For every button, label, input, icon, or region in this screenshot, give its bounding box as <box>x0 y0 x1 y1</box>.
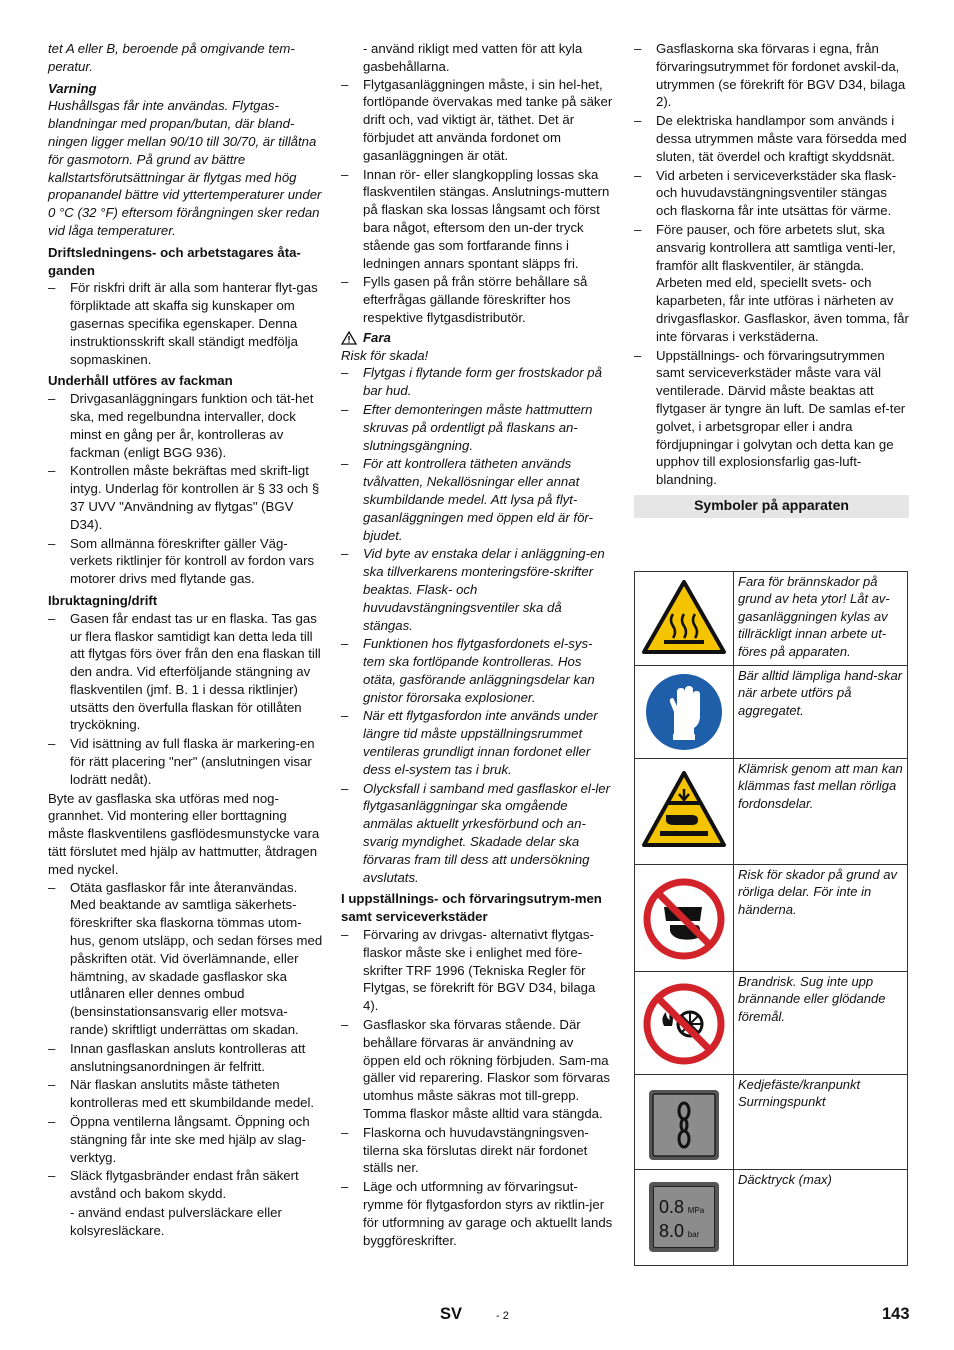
column-3 <box>634 40 909 518</box>
pressure-unit-bar: bar <box>687 1230 700 1239</box>
list-item: – För att kontrollera tätheten används tvålvatten, Nekallösningar eller annat skumbildande medel. Att lysa på flyt-gasanläggningen med öppen eld är för-bjudet. <box>341 455 613 544</box>
warning-triangle-icon <box>341 331 357 345</box>
heading-storage: I uppställnings- och förvaringsutrym-men samt serviceverkstäder <box>341 891 602 925</box>
chain-lashing-point-icon <box>648 1089 720 1161</box>
symbol-description: Kedjefäste/kranpunkt Surrningspunkt <box>734 1075 908 1170</box>
table-row <box>635 572 908 666</box>
danger-subtitle: Risk för skada! <box>341 347 429 363</box>
list-item: – Flytgas i flytande form ger frostskador på bar hud. <box>341 364 613 400</box>
column-1 <box>48 40 324 1240</box>
table-row <box>635 865 908 972</box>
water-note: - använd rikligt med vatten för att kyla gasbehållarna. <box>363 41 583 74</box>
table-row <box>635 1170 908 1266</box>
list-item: – Vid arbeten i serviceverkstäder ska flask- och huvudavstängningsventiler stängas och flaskorna får inte utsättas för värme. <box>634 167 909 220</box>
symbol-icon-cell <box>635 666 734 759</box>
danger-heading <box>341 329 613 347</box>
list-storage-continued <box>634 40 909 489</box>
symbol-description: Brandrisk. Sug inte upp brännande eller glödande föremål. <box>734 972 908 1075</box>
list-item: – Öppna ventilerna långsamt. Öppning och stängning får inte ske med hjälp av slag-verktyg. <box>48 1113 324 1166</box>
intro-text: tet A eller B, beroende på omgivande tem-peratur. <box>48 41 295 74</box>
list-item: – Gasflaskor ska förvaras stående. Där behållare förvaras är användning av öppen eld och rökning förbjuden. Sam-ma gäller vid reparering. Flaskor som förvaras utomhus måste säkras mot till-grepp. Tomma flaskor måste alltid vara stängda. <box>341 1016 613 1123</box>
footer-language: SV <box>440 1305 463 1323</box>
no-burning-objects-icon <box>642 982 726 1066</box>
section-title-symbols: Symboler på apparaten <box>634 495 909 518</box>
warning-title: Varning <box>48 80 97 96</box>
list-item: – Efter demonteringen måste hattmuttern skruvas på ordentligt på flaskans an-slutningsgängning. <box>341 401 613 454</box>
list-safety <box>341 76 613 327</box>
list-storage <box>341 926 613 1249</box>
list-item: – Fylls gasen på från större behållare så efterfrågas gällande föreskrifter hos respektive flytgasdistributör. <box>341 273 613 326</box>
pressure-value-mpa: 0.8 <box>659 1197 685 1217</box>
list-item: – Gasflaskorna ska förvaras i egna, från förvaringsutrymmet för fordonet avskil-da, utrymmen (se förekrift för BGV D34, bilaga 2). <box>634 40 909 111</box>
symbol-description: Fara för brännskador på grund av heta ytor! Låt av-gasanläggningen kylas av tillräckligt innan arbete ut-föres på apparaten. <box>734 572 908 666</box>
table-row <box>635 666 908 759</box>
list-item: – När ett flytgasfordon inte används under längre tid måste uppställningsrummet ventileras grundligt innan fordonet eller dess el-system tas i bruk. <box>341 707 613 778</box>
list-item: – Gasen får endast tas ur en flaska. Tas gas ur flera flaskor samtidigt kan detta leda till att flytgas förs över från den ena flaskan till den andra. Vid efterföljande stängning av flaskventilen (jmf. B. 1 i dessa riktlinjer) utsätts den överfulla flaskan för otillåten tryckökning. <box>48 610 324 735</box>
no-hands-moving-parts-icon <box>642 877 726 961</box>
list-item: – Läge och utformning av förvaringsut-rymme för flytgasfordon styrs av riktlin-jer för utformning av garage och aktuellt lands byggföreskrifter. <box>341 1178 613 1249</box>
list-obligations <box>48 279 324 368</box>
list-item: – Före pauser, och före arbetets slut, ska ansvarig kontrollera att samtliga venti-ler, framför allt flaskventiler, är stängda. Arbeten med eld, speciellt svets- och kaparbeten, får inte utföras i närheten av drivgasflaskor. Gasflaskor, även tomma, får inte förvaras i verkstäderna. <box>634 221 909 346</box>
wear-gloves-icon <box>644 672 724 752</box>
list-item: – Förvaring av drivgas- alternativt flytgas-flaskor måste ske i enlighet med före-skrifter TRF 1996 (Tekniska Regler för Flytgas, se förekrift för BGV D34, bilaga 4). <box>341 926 613 1015</box>
table-row <box>635 972 908 1075</box>
danger-title: Fara <box>363 329 391 345</box>
symbol-icon-cell <box>635 1075 734 1170</box>
list-operation <box>48 610 324 789</box>
paragraph-bottle-change: Byte av gasflaska ska utföras med nog-grannhet. Vid montering eller borttagning måste flaskventilens gasflödesmunstycke vara tätt förslutet med hjälp av hattmutter, åtdragen med nyckel. <box>48 790 320 877</box>
list-item: – Flaskorna och huvudavstängningsven-tilerna ska förslutas direkt när fordonet ställs ner. <box>341 1124 613 1177</box>
list-item: – Innan gasflaskan ansluts kontrolleras att anslutningsanordningen är felfritt. <box>48 1040 324 1076</box>
page-number: 143 <box>882 1305 910 1323</box>
symbol-icon-cell <box>635 865 734 972</box>
table-row <box>635 759 908 865</box>
list-item: – Otäta gasflaskor får inte återanvändas. Med beaktande av samtliga säkerhets-föreskrifter ska flaskorna tömmas utom-hus, genom utsläpp, och sedan förses med påskriften otät. Vid överlämnande, eller hämtning, av skadade gasflaskor ska utlånaren eller dennes ombud (bensinstationsansvarig eller motsva-rande) skriftligt underrättas om skadan. <box>48 879 324 1039</box>
heading-maintenance: Underhåll utföres av fackman <box>48 373 233 389</box>
list-item: – Vid byte av enstaka delar i anläggning-en ska tillverkarens monteringsföre-skrifter beaktas. Flask- och huvudavstängningsventiler ska då stängas. <box>341 545 613 634</box>
list-item: – För riskfri drift är alla som hanterar flyt-gas förpliktade att skaffa sig kunskaper om gasernas specifika egenskaper. Denna instruktionsskrift skall ständigt medfölja sopmaskinen. <box>48 279 324 368</box>
list-item: – Funktionen hos flytgasfordonets el-sys-tem ska fortlöpande kontrolleras. Hos otäta, gasförande anläggningsdelar kan gnistor förorsaka explosioner. <box>341 635 613 706</box>
list-item: – Uppställnings- och förvaringsutrymmen samt serviceverkstäder måste vara väl ventilerade. Därvid måste beaktas att flytgaser är tyngre än luft. De samlas ef-ter golvet, i arbetsgropar eller i andra fördjupningar i golvytan och detta kan ge upphov till explosionsfarlig gas-luft-blandning. <box>634 347 909 489</box>
footer-section-text: - 2 <box>496 1310 509 1322</box>
symbol-description: Risk för skador på grund av rörliga delar. För inte in händerna. <box>734 865 908 972</box>
list-item: – Innan rör- eller slangkoppling lossas ska flaskventilen stängas. Anslutnings-muttern på flaskan ska lossas långsamt och först bara något, eftersom den un-der tryck stående gas som fortfarande finns i ledningen annars spontant släpps fri. <box>341 166 613 273</box>
list-bottles <box>48 879 324 1203</box>
symbol-description: Bär alltid lämpliga hand-skar när arbete utförs på aggregatet. <box>734 666 908 759</box>
list-item: – Som allmänna föreskrifter gäller Väg-verkets riktlinjer för kontroll av fordon vars motorer drivs med flytande gas. <box>48 535 324 588</box>
table-row <box>635 1075 908 1170</box>
footer-section <box>496 1306 509 1326</box>
list-item: – Släck flytgasbränder endast från säkert avstånd och bakom skydd. <box>48 1167 324 1203</box>
list-item: – Vid isättning av full flaska är markering-en för rätt placering "ner" (anslutningen visar lodrätt nedåt). <box>48 735 324 788</box>
symbol-description: Klämrisk genom att man kan klämmas fast mellan rörliga fordonsdelar. <box>734 759 908 865</box>
list-item: – När flaskan anslutits måste tätheten kontrolleras med ett skumbildande medel. <box>48 1076 324 1112</box>
symbol-icon-cell <box>635 1170 734 1266</box>
pressure-unit-mpa: MPa <box>687 1206 705 1215</box>
tire-pressure-icon <box>649 1182 719 1252</box>
list-maintenance <box>48 390 324 588</box>
symbol-icon-cell <box>635 759 734 865</box>
list-item: – Flytgasanläggningen måste, i sin hel-het, fortlöpande övervakas med tanke på säker drift och, vad viktigt är, täthet. Det är förbjudet att använda fordonet om gasanläggningen är otät. <box>341 76 613 165</box>
list-danger <box>341 364 613 886</box>
symbols-table <box>634 571 908 1266</box>
list-item: – Kontrollen måste bekräftas med skrift-ligt intyg. Underlag för kontrollen är § 33 och § 37 UVV "Användning av flytgas" (BGV D34). <box>48 462 324 533</box>
symbol-icon-cell <box>635 572 734 666</box>
hot-surface-warning-icon <box>640 578 728 658</box>
heading-operation: Ibruktagning/drift <box>48 592 158 608</box>
list-item: – Olycksfall i samband med gasflaskor el-ler flytgasanläggningar ska omgående anmälas aktuellt yrkesförbund och an-svarig myndighet. Skadade delar ska förvaras fram till dess att undersökning avslutats. <box>341 780 613 887</box>
crush-hazard-icon <box>640 769 728 855</box>
warning-text: Hushållsgas får inte användas. Flytgas-blandningar med propan/butan, där bland-ningen ligger mellan 90/10 till 30/70, är tillåtna för gasmotorn. På grund av bättre kallstartsförutsättningar är flytgas med hög propanandel bättre vid yttertemperaturer under 0 °C (32 °F) eftersom förångningen sker redan vid låga temperaturer. <box>48 98 322 238</box>
list-item: – De elektriska handlampor som används i dessa utrymmen måste vara försedda med sluten, tät överdel och kraftigt skyddsnät. <box>634 112 909 165</box>
column-2 <box>341 40 613 1250</box>
symbol-icon-cell <box>635 972 734 1075</box>
pressure-value-bar: 8.0 <box>659 1221 685 1241</box>
list-item: – Drivgasanläggningars funktion och tät-het ska, med regelbundna intervaller, dock minst en gång per år, kontrolleras av fackman (enligt BGG 936). <box>48 390 324 461</box>
heading-obligations: Driftsledningens- och arbetstagares åta-ganden <box>48 244 301 278</box>
extinguisher-note: - använd endast pulversläckare eller kolsyresläckare. <box>70 1205 282 1238</box>
symbol-description: Däcktryck (max) <box>734 1170 908 1266</box>
